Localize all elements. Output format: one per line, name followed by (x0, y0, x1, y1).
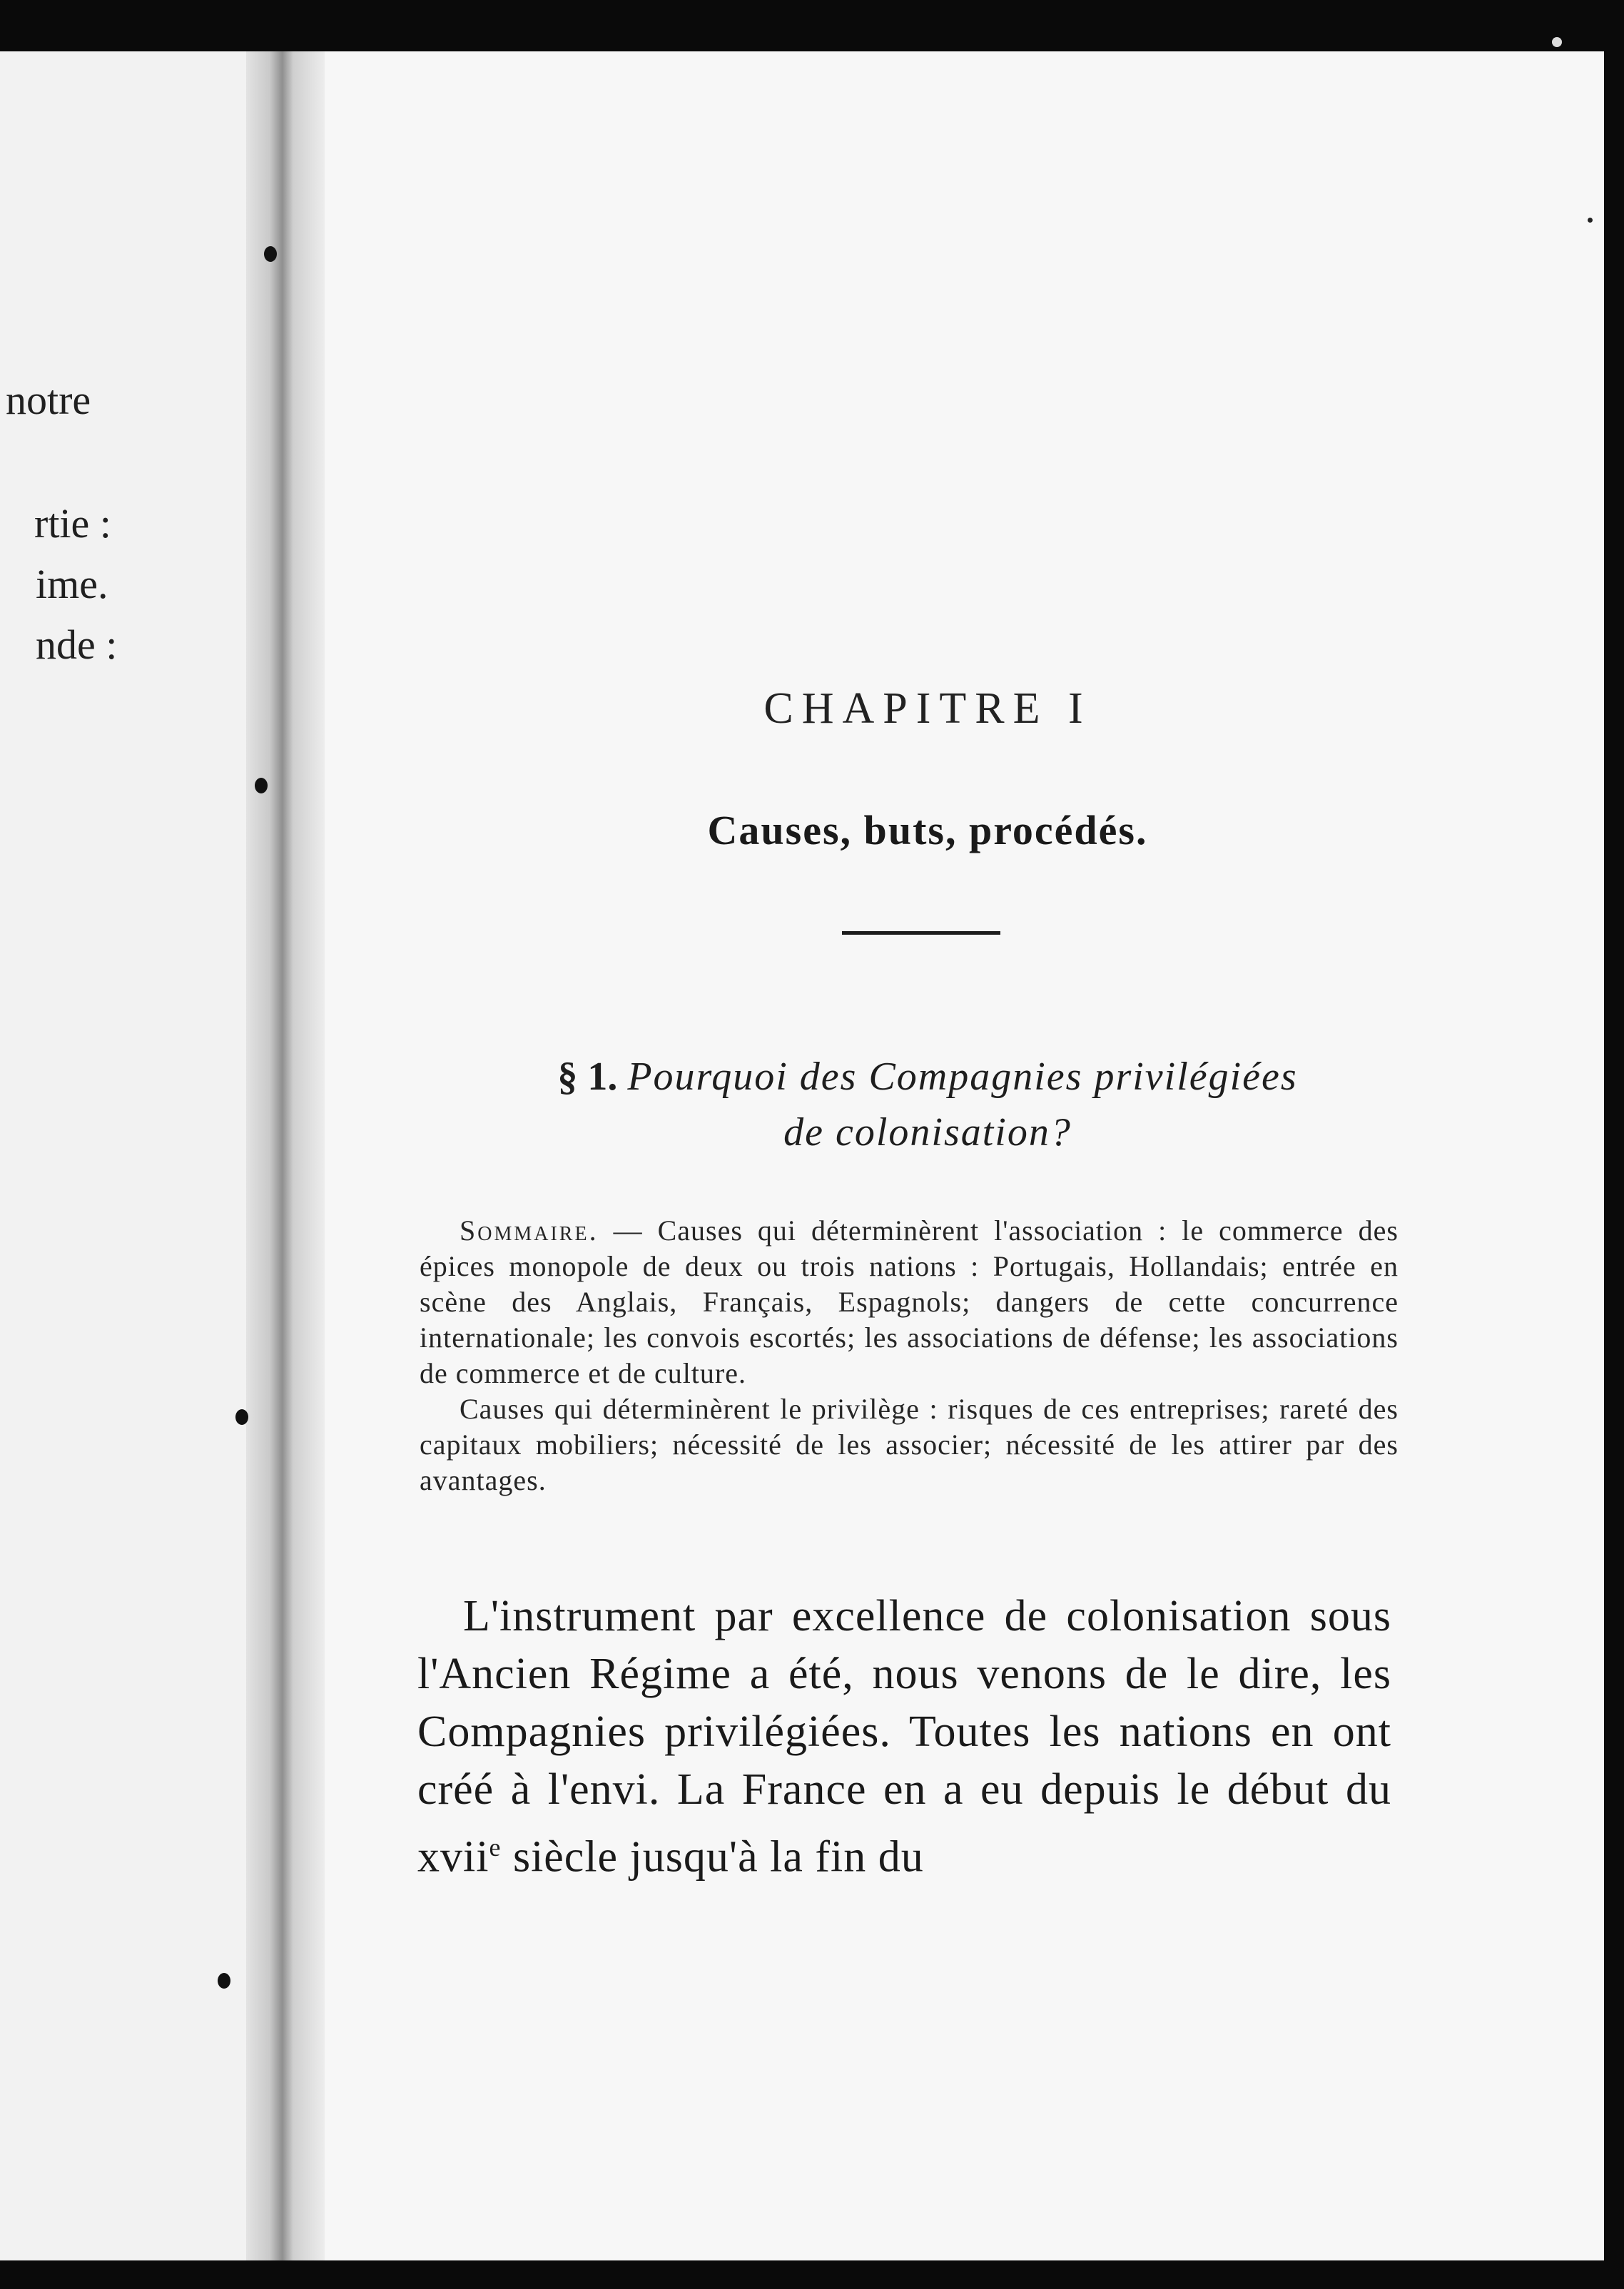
left-page-fragment: nde : (36, 621, 118, 668)
left-page-fragment: rtie : (34, 500, 111, 547)
body-text-run: L'instrument par excellence de colonisation sous l'Ancien Régime a été, nous venons de le dire, les Compagnies privilégiées. Toutes les nations en ont créé à l'envi. La France en a eu depuis le début du xvii (417, 1592, 1391, 1882)
left-page-fragment: ime. (36, 561, 108, 607)
summary-paragraph (420, 1213, 1399, 1391)
superscript: e (489, 1833, 502, 1862)
section-title-line1: Pourquoi des Compagnies privilégiées (627, 1055, 1298, 1099)
chapter-title: CHAPITRE I (763, 684, 1092, 733)
chapter-subtitle: Causes, buts, procédés. (707, 807, 1148, 853)
binding-hole (255, 778, 268, 793)
body-text-run: siècle jusqu'à la fin du (501, 1832, 924, 1882)
section-title-line2: de colonisation? (783, 1110, 1072, 1154)
body-paragraph (417, 1588, 1391, 1887)
section-summary (420, 1213, 1399, 1498)
section-heading (428, 1049, 1427, 1160)
scan-speck (1588, 218, 1593, 223)
summary-text: — Causes qui déterminèrent l'association : le commerce des épices monopole de deux ou trois nations : Portugais, Hollandais; entrée en scène des Anglais, Français, Espagnols; dangers de cette concurrence internationale; les convois escortés; les associations de défense; les associations de commerce et de culture. (420, 1214, 1399, 1389)
section-number: § 1. (557, 1055, 618, 1099)
binding-hole (218, 1973, 230, 1989)
summary-paragraph: Causes qui déterminèrent le privilège : risques de ces entreprises; rareté des capitaux mobiliers; nécessité de les associer; nécessité de les attirer par des avantages. (420, 1393, 1399, 1496)
binding-hole (264, 246, 277, 262)
scan-border-bottom (0, 2260, 1624, 2289)
scan-border-right (1604, 0, 1624, 2289)
body-text (417, 1588, 1391, 1887)
scan-border-top (0, 0, 1624, 51)
book-gutter (246, 51, 325, 2260)
binding-hole (235, 1409, 248, 1425)
section-divider (842, 931, 1000, 935)
scan-speck (1552, 37, 1562, 47)
summary-lead: Sommaire. (460, 1214, 599, 1247)
left-page-fragment: notre (6, 377, 91, 423)
